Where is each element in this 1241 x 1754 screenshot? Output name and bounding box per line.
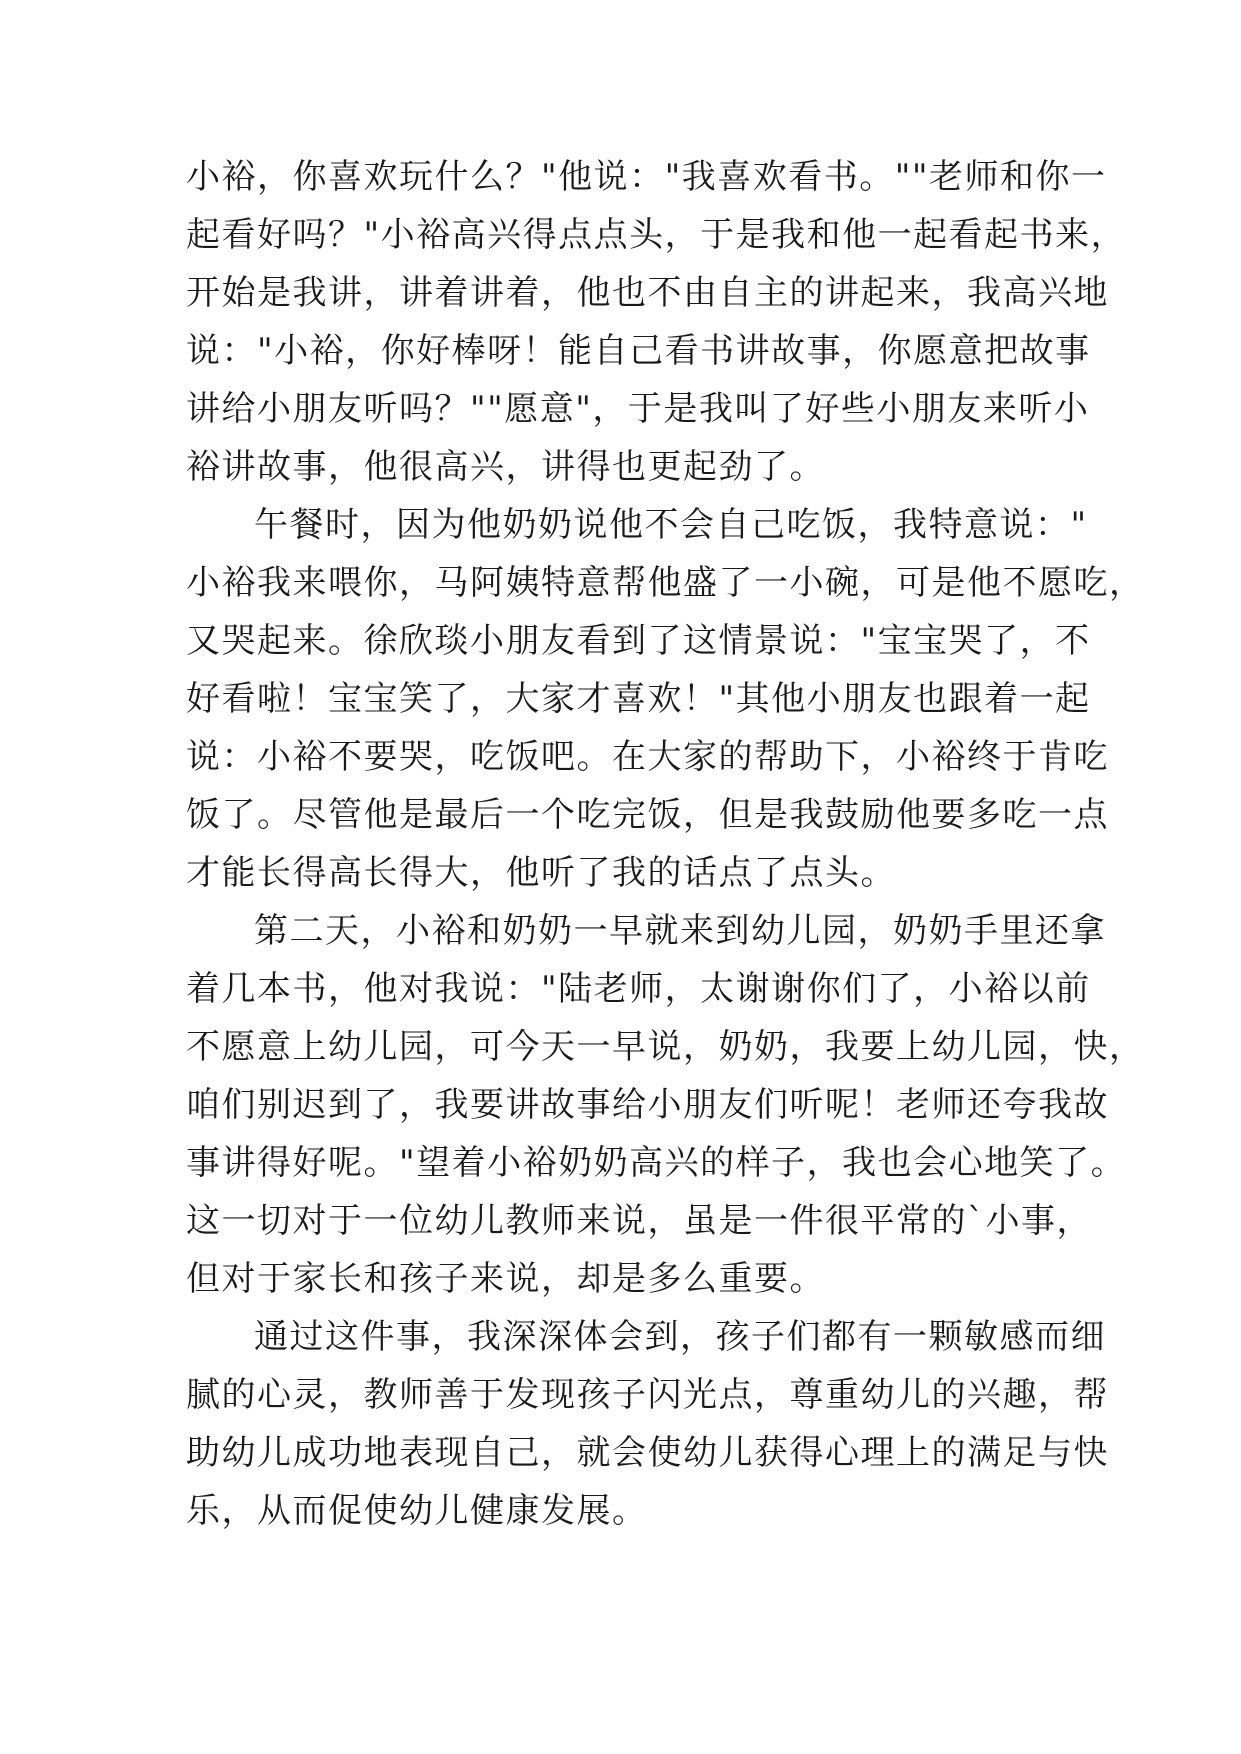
text-line: 才能长得高长得大，他听了我的话点了点头。: [186, 853, 896, 893]
text-line: 午餐时，因为他奶奶说他不会自己吃饭，我特意说：": [254, 505, 1088, 545]
text-line: 小裕，你喜欢玩什么？"他说："我喜欢看书。""老师和你一: [186, 157, 1107, 197]
paragraph-2: [186, 496, 1145, 902]
text-line: 通过这件事，我深深体会到，孩子们都有一颗敏感而细: [254, 1317, 1106, 1357]
text-line: 说："小裕，你好棒呀！能自己看书讲故事，你愿意把故事: [186, 331, 1091, 371]
text-line: 助幼儿成功地表现自己，就会使幼儿获得心理上的满足与快: [186, 1433, 1109, 1473]
text-line: 乐，从而促使幼儿健康发展。: [186, 1491, 648, 1531]
paragraph-4: [186, 1308, 1109, 1540]
text-line: 说：小裕不要哭，吃饭吧。在大家的帮助下，小裕终于肯吃: [186, 737, 1109, 777]
text-line: 咱们别迟到了，我要讲故事给小朋友们听呢！老师还夸我故: [186, 1085, 1109, 1125]
text-line: 好看啦！宝宝笑了，大家才喜欢！"其他小朋友也跟着一起: [186, 679, 1091, 719]
text-line: 开始是我讲，讲着讲着，他也不由自主的讲起来，我高兴地: [186, 273, 1109, 313]
text-line: 裕讲故事，他很高兴，讲得也更起劲了。: [186, 447, 825, 487]
text-line: 这一切对于一位幼儿教师来说，虽是一件很平常的`小事，: [186, 1201, 1092, 1241]
document-body: [186, 148, 1145, 1540]
text-line: 不愿意上幼儿园，可今天一早说，奶奶，我要上幼儿园，快，: [186, 1027, 1145, 1067]
text-line: 腻的心灵，教师善于发现孩子闪光点，尊重幼儿的兴趣，帮: [186, 1375, 1109, 1415]
text-line: 第二天，小裕和奶奶一早就来到幼儿园，奶奶手里还拿: [254, 911, 1106, 951]
text-line: 又哭起来。徐欣琰小朋友看到了这情景说："宝宝哭了，不: [186, 621, 1091, 661]
text-line: 事讲得好呢。"望着小裕奶奶高兴的样子，我也会心地笑了。: [186, 1143, 1127, 1183]
text-line: 起看好吗？"小裕高兴得点点头，于是我和他一起看起书来，: [186, 215, 1127, 255]
text-line: 饭了。尽管他是最后一个吃完饭，但是我鼓励他要多吃一点: [186, 795, 1109, 835]
text-line: 讲给小朋友听吗？""愿意"，于是我叫了好些小朋友来听小: [186, 389, 1090, 429]
paragraph-1: [186, 148, 1127, 496]
paragraph-3: [186, 902, 1145, 1308]
text-line: 着几本书，他对我说："陆老师，太谢谢你们了，小裕以前: [186, 969, 1091, 1009]
text-line: 但对于家长和孩子来说，却是多么重要。: [186, 1259, 825, 1299]
text-line: 小裕我来喂你，马阿姨特意帮他盛了一小碗，可是他不愿吃，: [186, 563, 1145, 603]
